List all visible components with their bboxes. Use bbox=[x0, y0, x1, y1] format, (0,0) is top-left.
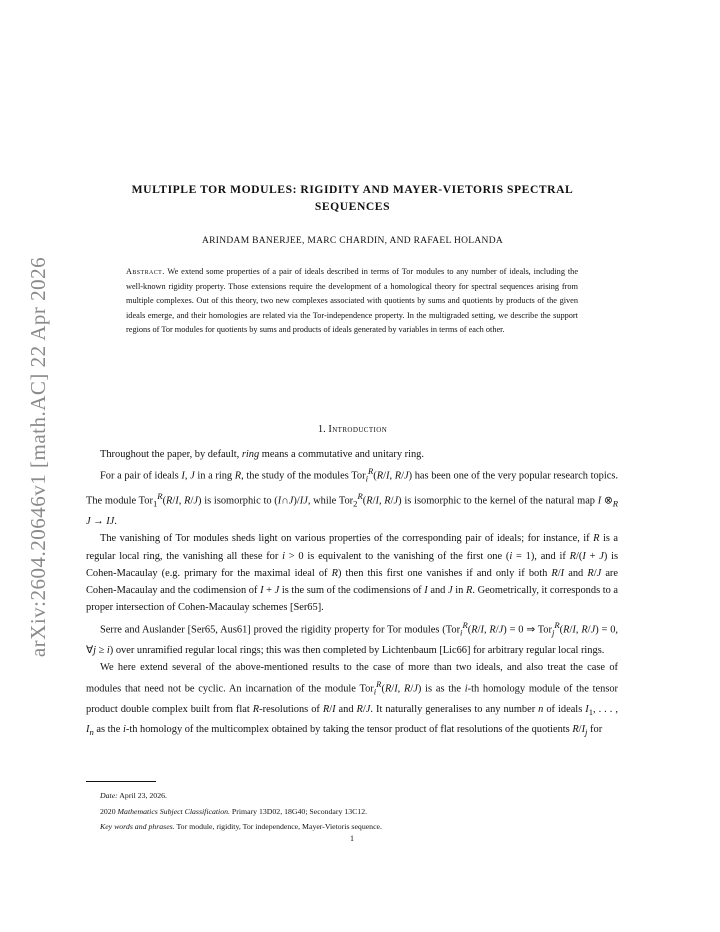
body-text bbox=[86, 446, 618, 742]
arxiv-stamp: arXiv:2604.20646v1 [math.AC] 22 Apr 2026 bbox=[26, 256, 50, 658]
footnote-msc: 2020 Mathematics Subject Classification. Primary 13D02, 18G40; Secondary 13C12. bbox=[100, 806, 368, 816]
paragraph: Throughout the paper, by default, ring means a commutative and unitary ring. bbox=[100, 449, 424, 460]
paper-title bbox=[90, 181, 615, 215]
title-line-2: SEQUENCES bbox=[314, 200, 391, 213]
section-heading bbox=[90, 424, 615, 435]
title-line-1: MULTIPLE TOR MODULES: RIGIDITY AND MAYER-VIETORIS SPECTRAL bbox=[131, 183, 574, 196]
abstract bbox=[126, 265, 578, 338]
footnotes bbox=[86, 788, 618, 835]
section-title: Introduction bbox=[328, 424, 388, 435]
paragraph: We here extend several of the above-mentioned results to the case of more than two ideals, and also treat the case of modules that need not be cyclic. An incarnation of the module Tor$_i^R$(R/I, R/J) is as the i-th homology module of the tensor product double complex built from flat R-resolutions of R/I and R/J. It naturally generalises to any number n of ideals $I_1$, . . . , $I_n$ as the i-th homology of the multicomplex obtained by taking the tensor product of flat resolutions of the quotients $R/I_j$ for bbox=[86, 661, 619, 738]
author-list: ARINDAM BANERJEE, MARC CHARDIN, AND RAFAEL HOLANDA bbox=[201, 236, 504, 246]
footnote-date: Date: April 23, 2026. bbox=[100, 791, 167, 800]
paragraph: For a pair of ideals I, J in a ring R, the study of the modules Tor$_i^R$(R/I, R/J) has been one of the very popular research topics. The module Tor$_1^R$(R/I, R/J) is isomorphic to (I∩J)/IJ, while Tor$_2^R$(R/I, R/J) is isomorphic to the kernel of the natural map I $\otimes_R$ J → IJ. bbox=[86, 466, 619, 527]
abstract-text: We extend some properties of a pair of ideals described in terms of Tor modules to any number of ideals, including the well-known rigidity property. Those extensions require the development of a homological theory for spectral sequences arising from multiple complexes. Out of this theory, two new complexes associated with quotients by sums and quotients by products of the given ideals emerge, and their homologies are related via the Tor-independence property. In the multigraded setting, we describe the support regions of Tor modules for quotients by sums and products of ideals generated by variables in terms of each other. bbox=[126, 267, 578, 335]
paragraph: The vanishing of Tor modules sheds light on various properties of the corresponding pair of ideals; for instance, if R is a regular local ring, the vanishing all these for i > 0 is equivalent to the vanishing of the first one (i = 1), and if R/(I + J) is Cohen-Macaulay (e.g. primary for the maximal ideal of R) then this first one vanishes if and only if both R/I and R/J are Cohen-Macaulay and the codimension of I + J is the sum of the codimensions of I and J in R. Geometrically, it corresponds to a proper intersection of Cohen-Macaulay schemes [Ser65]. bbox=[86, 533, 619, 614]
page-number: 1 bbox=[350, 834, 354, 843]
footnote-rule bbox=[86, 781, 156, 782]
abstract-heading: Abstract. bbox=[126, 267, 165, 276]
footnote-keywords: Key words and phrases. Tor module, rigidity, Tor independence, Mayer-Vietoris sequence. bbox=[100, 822, 382, 832]
paragraph: Serre and Auslander [Ser65, Aus61] proved the rigidity property for Tor modules (Tor$_i^R$(R/I, R/J) = 0 ⇒ Tor$_j^R$(R/I, R/J) = 0, ∀j ≥ i) over unramified regular local rings; this was then completed by Lichtenbaum [Lic66] for arbitrary regular local rings. bbox=[86, 619, 618, 656]
section-number: 1. bbox=[317, 424, 326, 435]
